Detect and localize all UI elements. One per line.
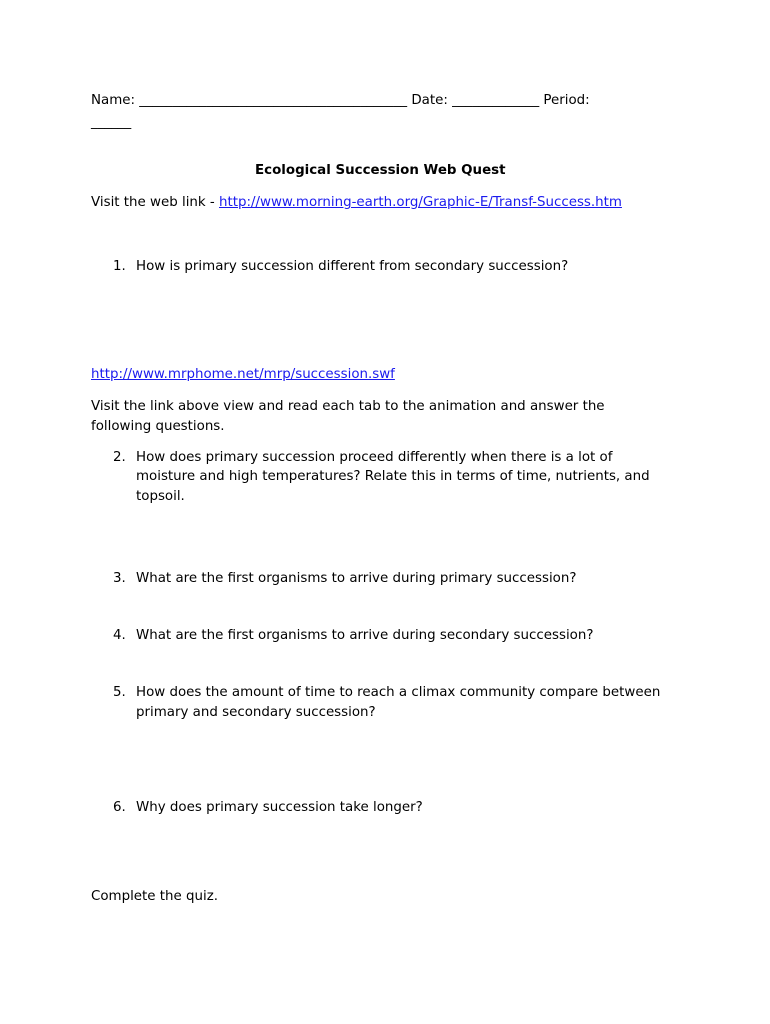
question-3-text: What are the first organisms to arrive during primary succession? [136,571,577,586]
question-6-text: Why does primary succession take longer? [136,800,423,815]
question-number: 6. [113,800,126,815]
question-number: 2. [113,450,126,465]
question-number: 4. [113,628,126,643]
question-number: 1. [113,259,126,274]
footer-instruction: Complete the quiz. [91,889,219,904]
period-blank: ______ [91,115,132,130]
question-5-line-1: How does the amount of time to reach a climax community compare between [136,685,661,700]
intro-line [91,193,622,213]
instructions-line-2: following questions. [91,419,225,434]
question-4-text: What are the first organisms to arrive during secondary succession? [136,628,594,643]
question-number: 3. [113,571,126,586]
intro-prefix: Visit the web link - [91,195,219,210]
question-5-line-2: primary and secondary succession? [136,705,376,720]
question-number: 5. [113,685,126,700]
page-title: Ecological Succession Web Quest [255,163,506,178]
morning-earth-link[interactable]: http://www.morning-earth.org/Graphic-E/Transf-Success.htm [219,195,622,210]
question-1-text: How is primary succession different from secondary succession? [136,259,569,274]
question-2-line-3: topsoil. [136,489,185,504]
mrphome-link[interactable]: http://www.mrphome.net/mrp/succession.swf [91,367,395,382]
question-2-line-1: How does primary succession proceed differently when there is a lot of [136,450,613,465]
name-date-period-line: Name: ________________________________________ Date: _____________ Period: [91,93,590,108]
instructions-line-1: Visit the link above view and read each tab to the animation and answer the [91,399,605,414]
question-2-line-2: moisture and high temperatures? Relate this in terms of time, nutrients, and [136,469,650,484]
